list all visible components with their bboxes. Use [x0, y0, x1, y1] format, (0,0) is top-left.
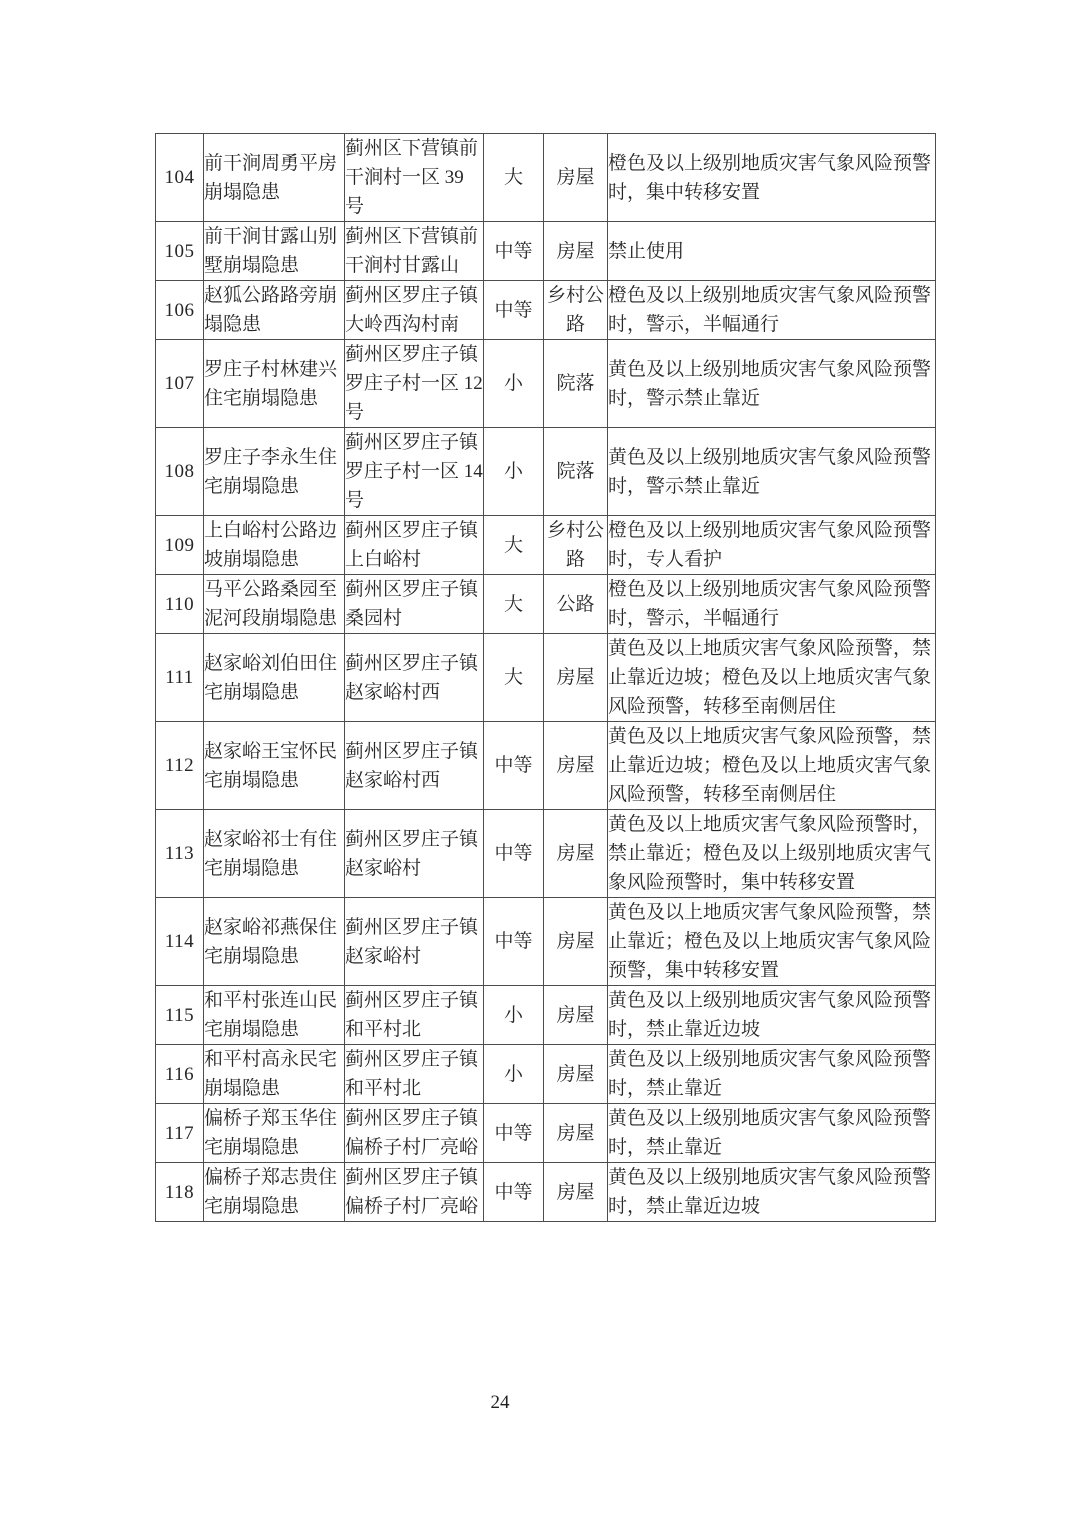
cell-protected-object: 房屋	[544, 1045, 608, 1104]
cell-hazard-name: 前干涧甘露山别墅崩塌隐患	[204, 222, 345, 281]
table-row	[156, 575, 936, 634]
cell-severity: 中等	[484, 1163, 544, 1222]
cell-hazard-name: 赵家峪刘伯田住宅崩塌隐患	[204, 634, 345, 722]
cell-row-number: 115	[156, 986, 204, 1045]
cell-row-number: 114	[156, 898, 204, 986]
cell-hazard-name: 马平公路桑园至泥河段崩塌隐患	[204, 575, 345, 634]
cell-severity: 大	[484, 575, 544, 634]
cell-location: 蓟州区罗庄子镇赵家峪村西	[345, 634, 484, 722]
cell-location: 蓟州区罗庄子镇上白峪村	[345, 516, 484, 575]
table-row	[156, 340, 936, 428]
hazard-table	[155, 133, 936, 1222]
cell-response-measure: 橙色及以上级别地质灾害气象风险预警时，警示，半幅通行	[608, 575, 936, 634]
cell-response-measure: 黄色及以上级别地质灾害气象风险预警时，禁止靠近	[608, 1104, 936, 1163]
cell-response-measure: 禁止使用	[608, 222, 936, 281]
table-row	[156, 722, 936, 810]
cell-location: 蓟州区罗庄子镇和平村北	[345, 986, 484, 1045]
table-row	[156, 810, 936, 898]
cell-severity: 中等	[484, 281, 544, 340]
cell-protected-object: 院落	[544, 428, 608, 516]
cell-severity: 中等	[484, 898, 544, 986]
cell-row-number: 109	[156, 516, 204, 575]
cell-location: 蓟州区罗庄子镇偏桥子村厂亮峪	[345, 1104, 484, 1163]
cell-response-measure: 黄色及以上级别地质灾害气象风险预警时，禁止靠近边坡	[608, 986, 936, 1045]
table-row	[156, 134, 936, 222]
cell-location: 蓟州区下营镇前干涧村甘露山	[345, 222, 484, 281]
cell-severity: 小	[484, 340, 544, 428]
cell-response-measure: 黄色及以上级别地质灾害气象风险预警时，禁止靠近边坡	[608, 1163, 936, 1222]
cell-response-measure: 橙色及以上级别地质灾害气象风险预警时，警示，半幅通行	[608, 281, 936, 340]
cell-severity: 大	[484, 634, 544, 722]
cell-protected-object: 院落	[544, 340, 608, 428]
cell-protected-object: 乡村公路	[544, 281, 608, 340]
cell-severity: 中等	[484, 722, 544, 810]
cell-hazard-name: 罗庄子李永生住宅崩塌隐患	[204, 428, 345, 516]
cell-hazard-name: 前干涧周勇平房崩塌隐患	[204, 134, 345, 222]
cell-response-measure: 黄色及以上级别地质灾害气象风险预警时，警示禁止靠近	[608, 428, 936, 516]
cell-row-number: 106	[156, 281, 204, 340]
table-row	[156, 898, 936, 986]
cell-row-number: 110	[156, 575, 204, 634]
cell-protected-object: 房屋	[544, 134, 608, 222]
cell-hazard-name: 罗庄子村林建兴住宅崩塌隐患	[204, 340, 345, 428]
table-row	[156, 222, 936, 281]
cell-row-number: 112	[156, 722, 204, 810]
cell-row-number: 118	[156, 1163, 204, 1222]
cell-hazard-name: 赵家峪祁士有住宅崩塌隐患	[204, 810, 345, 898]
table-row	[156, 1163, 936, 1222]
cell-severity: 中等	[484, 222, 544, 281]
cell-row-number: 111	[156, 634, 204, 722]
cell-protected-object: 乡村公路	[544, 516, 608, 575]
cell-severity: 小	[484, 428, 544, 516]
cell-severity: 中等	[484, 810, 544, 898]
table-row	[156, 1104, 936, 1163]
cell-hazard-name: 上白峪村公路边坡崩塌隐患	[204, 516, 345, 575]
cell-location: 蓟州区下营镇前干涧村一区 39 号	[345, 134, 484, 222]
table-row	[156, 986, 936, 1045]
cell-response-measure: 黄色及以上地质灾害气象风险预警时，禁止靠近；橙色及以上级别地质灾害气象风险预警时，集中转移安置	[608, 810, 936, 898]
cell-hazard-name: 赵狐公路路旁崩塌隐患	[204, 281, 345, 340]
table-row	[156, 516, 936, 575]
cell-hazard-name: 和平村张连山民宅崩塌隐患	[204, 986, 345, 1045]
cell-protected-object: 房屋	[544, 722, 608, 810]
cell-location: 蓟州区罗庄子镇赵家峪村	[345, 810, 484, 898]
cell-severity: 中等	[484, 1104, 544, 1163]
cell-row-number: 107	[156, 340, 204, 428]
cell-protected-object: 房屋	[544, 810, 608, 898]
page-number: 24	[490, 1392, 510, 1413]
cell-severity: 小	[484, 1045, 544, 1104]
cell-location: 蓟州区罗庄子镇赵家峪村	[345, 898, 484, 986]
table-row	[156, 428, 936, 516]
cell-response-measure: 橙色及以上级别地质灾害气象风险预警时，集中转移安置	[608, 134, 936, 222]
cell-hazard-name: 赵家峪王宝怀民宅崩塌隐患	[204, 722, 345, 810]
cell-row-number: 113	[156, 810, 204, 898]
cell-location: 蓟州区罗庄子镇桑园村	[345, 575, 484, 634]
cell-hazard-name: 偏桥子郑玉华住宅崩塌隐患	[204, 1104, 345, 1163]
cell-protected-object: 房屋	[544, 1104, 608, 1163]
cell-protected-object: 房屋	[544, 986, 608, 1045]
cell-location: 蓟州区罗庄子镇赵家峪村西	[345, 722, 484, 810]
cell-location: 蓟州区罗庄子镇罗庄子村一区 12 号	[345, 340, 484, 428]
cell-response-measure: 黄色及以上级别地质灾害气象风险预警时，警示禁止靠近	[608, 340, 936, 428]
cell-location: 蓟州区罗庄子镇罗庄子村一区 14 号	[345, 428, 484, 516]
cell-location: 蓟州区罗庄子镇偏桥子村厂亮峪	[345, 1163, 484, 1222]
cell-hazard-name: 赵家峪祁燕保住宅崩塌隐患	[204, 898, 345, 986]
table-row	[156, 281, 936, 340]
cell-severity: 小	[484, 986, 544, 1045]
cell-protected-object: 房屋	[544, 898, 608, 986]
cell-row-number: 105	[156, 222, 204, 281]
table-row	[156, 634, 936, 722]
cell-response-measure: 黄色及以上地质灾害气象风险预警，禁止靠近边坡；橙色及以上地质灾害气象风险预警，转移至南侧居住	[608, 722, 936, 810]
cell-location: 蓟州区罗庄子镇和平村北	[345, 1045, 484, 1104]
cell-response-measure: 橙色及以上级别地质灾害气象风险预警时，专人看护	[608, 516, 936, 575]
cell-response-measure: 黄色及以上地质灾害气象风险预警，禁止靠近；橙色及以上地质灾害气象风险预警，集中转移安置	[608, 898, 936, 986]
cell-hazard-name: 偏桥子郑志贵住宅崩塌隐患	[204, 1163, 345, 1222]
cell-severity: 大	[484, 516, 544, 575]
cell-row-number: 108	[156, 428, 204, 516]
table-row	[156, 1045, 936, 1104]
cell-location: 蓟州区罗庄子镇大岭西沟村南	[345, 281, 484, 340]
cell-protected-object: 公路	[544, 575, 608, 634]
cell-response-measure: 黄色及以上地质灾害气象风险预警，禁止靠近边坡；橙色及以上地质灾害气象风险预警，转移至南侧居住	[608, 634, 936, 722]
cell-row-number: 104	[156, 134, 204, 222]
cell-protected-object: 房屋	[544, 1163, 608, 1222]
cell-row-number: 117	[156, 1104, 204, 1163]
cell-hazard-name: 和平村高永民宅崩塌隐患	[204, 1045, 345, 1104]
cell-protected-object: 房屋	[544, 634, 608, 722]
cell-row-number: 116	[156, 1045, 204, 1104]
cell-severity: 大	[484, 134, 544, 222]
cell-response-measure: 黄色及以上级别地质灾害气象风险预警时，禁止靠近	[608, 1045, 936, 1104]
cell-protected-object: 房屋	[544, 222, 608, 281]
